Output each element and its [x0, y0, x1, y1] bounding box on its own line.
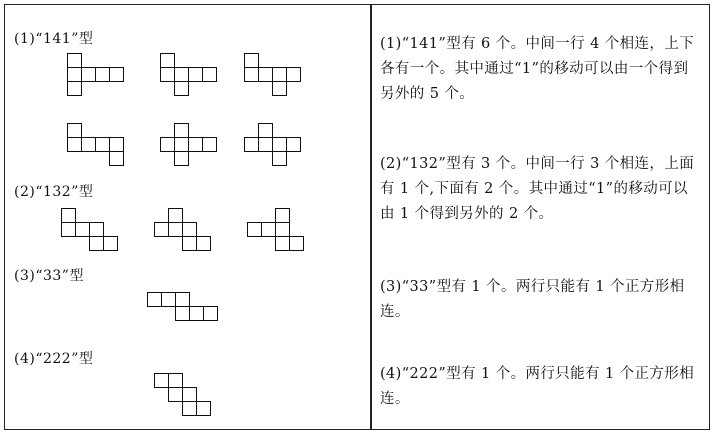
net-square: [81, 67, 96, 82]
net-square: [89, 222, 104, 237]
net-square: [286, 137, 301, 152]
net-square: [109, 151, 124, 166]
net-square: [174, 67, 189, 82]
net-square: [202, 67, 217, 82]
net-square: [275, 236, 290, 251]
label-132: (2)“132”型: [14, 184, 94, 200]
net-square: [286, 67, 301, 82]
net-square: [275, 208, 290, 223]
label-33: (3)“33”型: [14, 268, 84, 284]
net-square: [67, 137, 82, 152]
net-square: [75, 222, 90, 237]
net-square: [61, 208, 76, 223]
net-square: [182, 387, 197, 402]
net-square: [182, 236, 197, 251]
net-square: [103, 236, 118, 251]
net-square: [272, 67, 287, 82]
net-square: [247, 222, 262, 237]
net-square: [161, 292, 176, 307]
net-square: [67, 53, 82, 68]
net-square: [272, 137, 287, 152]
net-square: [196, 401, 211, 416]
net-square: [188, 67, 203, 82]
label-222: (4)“222”型: [14, 351, 94, 367]
net-square: [189, 306, 204, 321]
net-square: [244, 53, 259, 68]
description-132: (2)“132”型有 3 个。中间一行 3 个相连，上面有 1 个,下面有 2 个。其中通过“1”的移动可以由 1 个得到另外的 2 个。: [380, 156, 695, 222]
net-square: [174, 81, 189, 96]
net-square: [154, 373, 169, 388]
net-square: [95, 67, 110, 82]
net-square: [202, 137, 217, 152]
net-square: [67, 123, 82, 138]
net-square: [182, 222, 197, 237]
net-square: [258, 137, 273, 152]
net-square: [109, 67, 124, 82]
net-square: [272, 81, 287, 96]
net-square: [272, 151, 287, 166]
net-square: [67, 81, 82, 96]
description-33: (3)“33”型有 1 个。两行只能有 1 个正方形相连。: [380, 279, 685, 320]
net-square: [67, 67, 82, 82]
net-square: [261, 222, 276, 237]
net-square: [174, 151, 189, 166]
net-square: [89, 236, 104, 251]
net-square: [188, 137, 203, 152]
net-square: [160, 53, 175, 68]
net-square: [168, 373, 183, 388]
net-square: [168, 222, 183, 237]
net-square: [258, 67, 273, 82]
net-square: [182, 401, 197, 416]
net-square: [275, 222, 290, 237]
net-square: [244, 137, 259, 152]
label-141: (1)“141”型: [14, 31, 94, 47]
net-square: [168, 208, 183, 223]
net-square: [258, 123, 273, 138]
net-square: [81, 137, 96, 152]
net-square: [244, 67, 259, 82]
net-square: [147, 292, 162, 307]
net-square: [203, 306, 218, 321]
net-square: [160, 67, 175, 82]
column-divider: [370, 4, 372, 430]
net-square: [196, 236, 211, 251]
net-square: [168, 387, 183, 402]
net-square: [109, 137, 124, 152]
net-square: [154, 222, 169, 237]
net-square: [61, 222, 76, 237]
net-square: [160, 137, 175, 152]
net-square: [174, 137, 189, 152]
net-square: [289, 236, 304, 251]
net-square: [175, 306, 190, 321]
net-square: [95, 137, 110, 152]
net-square: [175, 292, 190, 307]
description-222: (4)“222”型有 1 个。两行只能有 1 个正方形相连。: [380, 366, 695, 407]
description-141: (1)“141”型有 6 个。中间一行 4 个相连，上下各有一个。其中通过“1”的移动可以由一个得到另外的 5 个。: [380, 36, 695, 102]
net-square: [174, 123, 189, 138]
